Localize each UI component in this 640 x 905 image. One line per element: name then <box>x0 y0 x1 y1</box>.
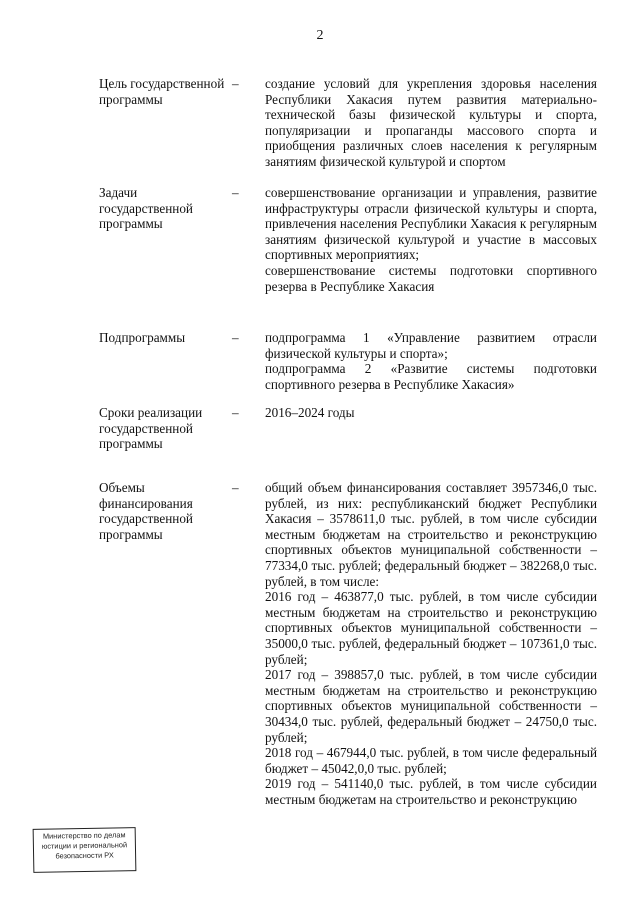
paragraph: создание условий для укрепления здоровья населения Республики Хакасия путем развития материально-технической базы физической культуры и спорта, популяризации и пропаганды массового спорта и приобщения различных слоев населения к регулярным занятиям физической культурой и спортом <box>265 76 597 169</box>
paragraph: подпрограмма 1 «Управление развитием отрасли физической культуры и спорта»; <box>265 330 597 361</box>
row-dash: – <box>232 405 239 420</box>
paragraph: 2018 год – 467944,0 тыс. рублей, в том числе федеральный бюджет – 45042,0,0 тыс. рублей; <box>265 745 597 776</box>
row-content <box>265 480 597 807</box>
row-label: Подпрограммы <box>99 330 186 345</box>
row-label: Сроки реализации государственной программы <box>99 405 203 452</box>
row-label: Объемы финансирования государственной программы <box>99 480 193 542</box>
row-dash: – <box>232 330 239 345</box>
paragraph: 2016 год – 463877,0 тыс. рублей, в том числе субсидии местным бюджетам на строительство и реконструкцию спортивных объектов муниципальной собственности – 35000,0 тыс. рублей, федеральный бюджет – 107361,0 тыс. рублей; <box>265 589 597 667</box>
paragraph: совершенствование организации и управления, развитие инфраструктуры отрасли физической культуры и спорта, привлечения населения Республики Хакасия к регулярным занятиям физической культурой и участие в массовых спортивных мероприятиях; <box>265 185 597 263</box>
paragraph: совершенствование системы подготовки спортивного резерва в Республике Хакасия <box>265 262 597 294</box>
row-dash: – <box>232 76 239 91</box>
page-number: 2 <box>316 28 324 43</box>
stamp-line: юстиции и региональной <box>41 840 128 851</box>
row-dash: – <box>232 185 239 200</box>
row-content <box>265 185 597 294</box>
paragraph: 2016–2024 годы <box>265 405 355 420</box>
ministry-stamp <box>33 827 137 873</box>
paragraph: общий объем финансирования составляет 3957346,0 тыс. рублей, из них: республиканский бюджет Республики Хакасия – 3578611,0 тыс. рублей, в том числе субсидии местным бюджетам на строительство и реконструкцию спортивных объектов муниципальной собственности – 77334,0 тыс. рублей; федеральный бюджет – 382268,0 тыс. рублей, в том числе: <box>265 480 597 589</box>
paragraph: подпрограмма 2 «Развитие системы подготовки спортивного резерва в Республике Хакасия» <box>265 361 597 392</box>
stamp-line: безопасности РХ <box>55 850 114 861</box>
stamp-line: Министерство по делам <box>42 830 126 841</box>
row-label: Задачи государственной программы <box>99 185 193 232</box>
row-content <box>265 330 597 392</box>
row-content <box>265 76 597 170</box>
paragraph: 2017 год – 398857,0 тыс. рублей, в том числе субсидии местным бюджетам на строительство и реконструкцию спортивных объектов муниципальной собственности – 30434,0 тыс. рублей, федеральный бюджет – 24750,0 тыс. рублей; <box>265 667 597 745</box>
row-dash: – <box>232 480 239 495</box>
row-label: Цель государственной программы <box>99 76 225 107</box>
row-content <box>265 405 597 421</box>
paragraph: 2019 год – 541140,0 тыс. рублей, в том числе субсидии местным бюджетам на строительство и реконструкцию <box>265 776 597 807</box>
